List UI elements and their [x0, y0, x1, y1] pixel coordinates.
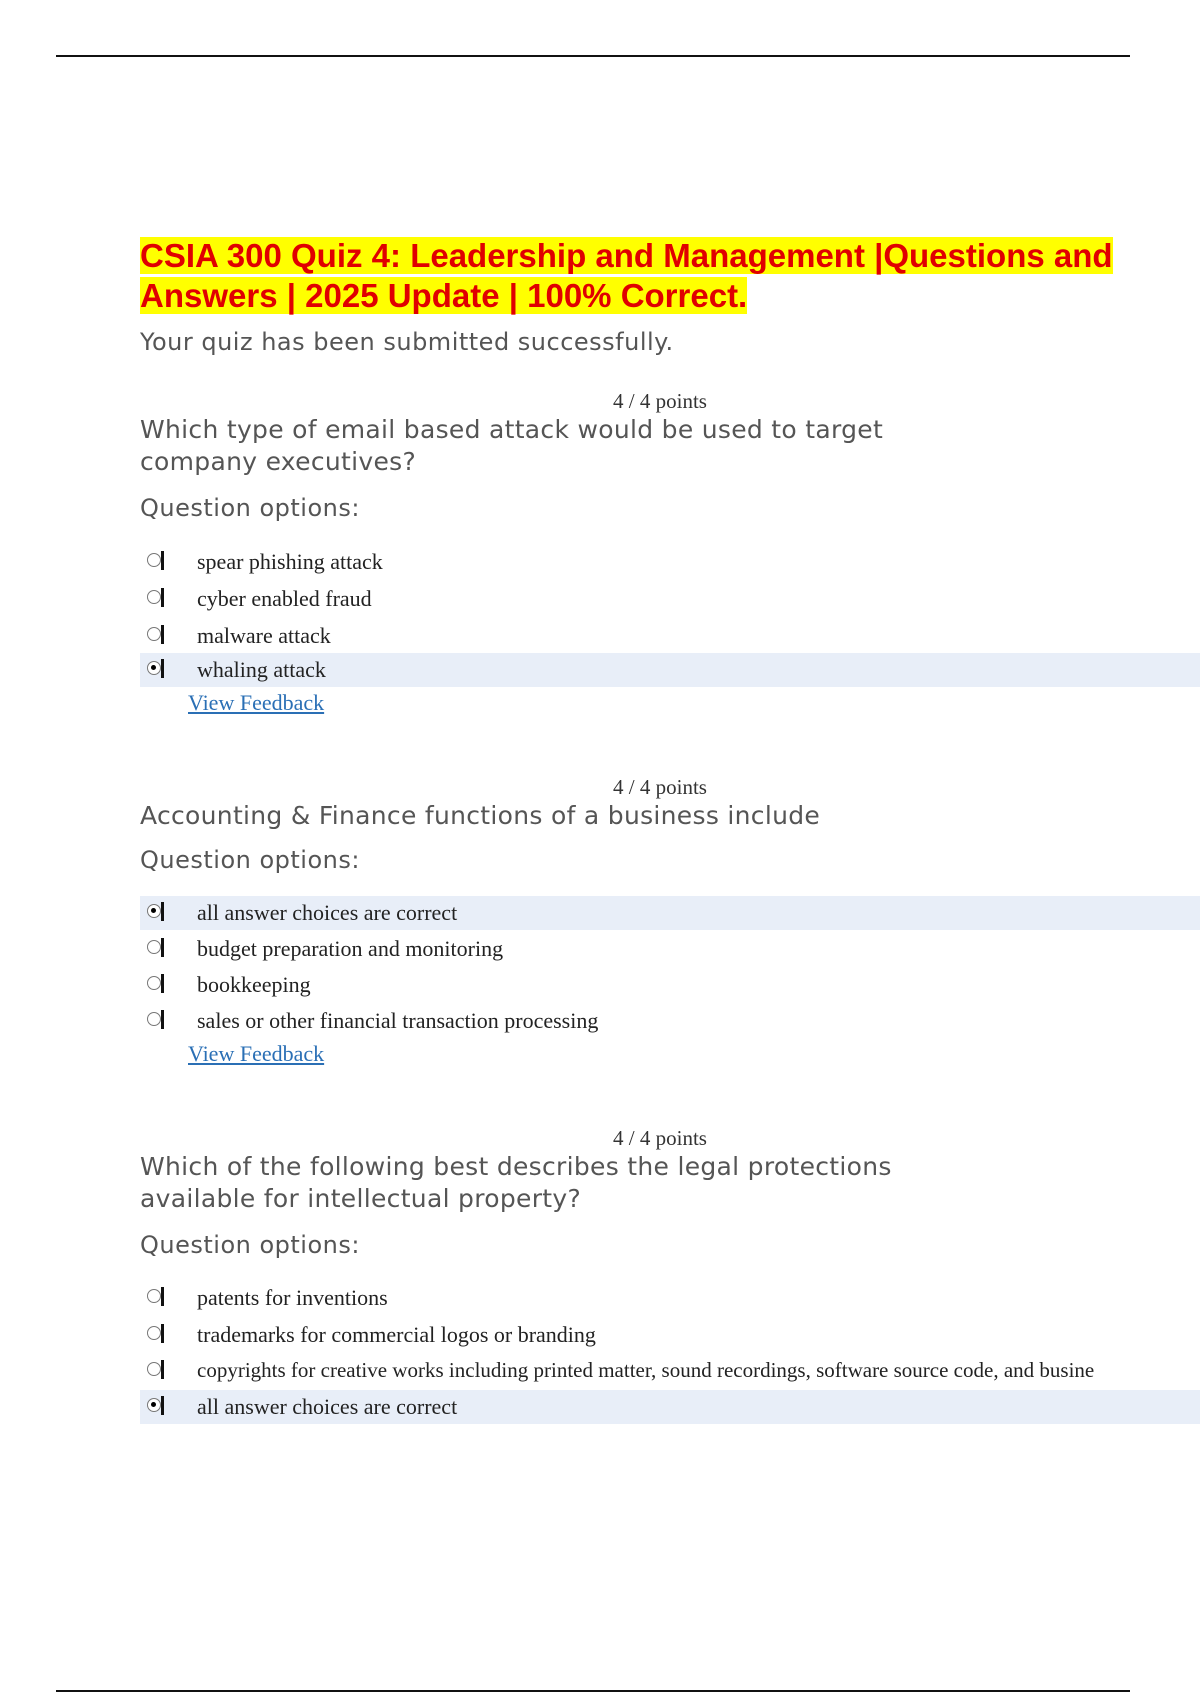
question-points: 4 / 4 points: [613, 1126, 707, 1150]
question-text-line-1: Which of the following best describes the legal protections: [140, 1152, 892, 1181]
option-row[interactable]: [140, 932, 1200, 966]
radio-bar-icon: [161, 588, 164, 607]
radio-button[interactable]: [147, 1012, 161, 1026]
radio-button[interactable]: [147, 553, 161, 567]
option-label: sales or other financial transaction processing: [197, 1008, 599, 1033]
radio-bar-icon: [161, 625, 164, 644]
question-options-label: Question options:: [140, 1231, 360, 1259]
option-label: trademarks for commercial logos or branding: [197, 1322, 596, 1347]
question-points: 4 / 4 points: [613, 775, 707, 799]
radio-bar-icon: [161, 1324, 164, 1343]
option-row-selected[interactable]: [140, 1390, 1200, 1424]
question-text-line-1: Which type of email based attack would be used to target: [140, 415, 884, 444]
option-label: patents for inventions: [197, 1285, 388, 1310]
radio-button[interactable]: [147, 976, 161, 990]
option-label: all answer choices are correct: [197, 1394, 458, 1419]
radio-button-selected[interactable]: [147, 904, 161, 918]
option-label: cyber enabled fraud: [197, 586, 372, 611]
submission-status: Your quiz has been submitted successfully.: [140, 328, 674, 356]
option-row[interactable]: [140, 582, 1200, 616]
top-rule: [56, 55, 1130, 57]
radio-button[interactable]: [147, 940, 161, 954]
question-text-line-1: Accounting & Finance functions of a business include: [140, 801, 821, 830]
bottom-rule: [56, 1690, 1130, 1692]
radio-bar-icon: [161, 659, 164, 678]
radio-bar-icon: [161, 1287, 164, 1306]
title-line-1: CSIA 300 Quiz 4: Leadership and Management |Questions and: [140, 237, 1113, 274]
radio-bar-icon: [161, 1396, 164, 1415]
option-label: budget preparation and monitoring: [197, 936, 504, 961]
radio-bar-icon: [161, 974, 164, 993]
option-row[interactable]: [140, 1318, 1200, 1352]
radio-button[interactable]: [147, 1289, 161, 1303]
question-options-label: Question options:: [140, 494, 360, 522]
option-label: malware attack: [197, 623, 331, 648]
question-text: [140, 1151, 1000, 1215]
radio-bar-icon: [161, 1010, 164, 1029]
radio-bar-icon: [161, 902, 164, 921]
radio-button[interactable]: [147, 627, 161, 641]
option-label: whaling attack: [197, 657, 326, 682]
document-title: [140, 236, 1200, 316]
option-row[interactable]: [140, 619, 1200, 653]
question-points: 4 / 4 points: [613, 389, 707, 413]
option-row-selected[interactable]: [140, 896, 1200, 930]
option-label: bookkeeping: [197, 972, 311, 997]
radio-button[interactable]: [147, 1326, 161, 1340]
radio-button-selected[interactable]: [147, 1398, 161, 1412]
option-row[interactable]: [140, 1004, 1200, 1038]
question-text: [140, 414, 1000, 478]
title-line-2: Answers | 2025 Update | 100% Correct.: [140, 277, 748, 314]
question-options-label: Question options:: [140, 846, 360, 874]
option-row-selected[interactable]: [140, 653, 1200, 687]
option-row[interactable]: [140, 1354, 1200, 1388]
view-feedback-link[interactable]: View Feedback: [188, 1041, 325, 1066]
option-label: spear phishing attack: [197, 549, 383, 574]
view-feedback-link[interactable]: View Feedback: [188, 690, 325, 715]
option-label: all answer choices are correct: [197, 900, 458, 925]
option-row[interactable]: [140, 545, 1200, 579]
option-label: copyrights for creative works including printed matter, sound recordings, software source code, and busine: [197, 1358, 1095, 1382]
option-row[interactable]: [140, 1281, 1200, 1315]
radio-bar-icon: [161, 938, 164, 957]
radio-button[interactable]: [147, 590, 161, 604]
radio-bar-icon: [161, 1360, 164, 1379]
radio-button[interactable]: [147, 1362, 161, 1376]
option-row[interactable]: [140, 968, 1200, 1002]
question-text-line-2: available for intellectual property?: [140, 1184, 582, 1213]
question-text: [140, 800, 1000, 832]
radio-button-selected[interactable]: [147, 661, 161, 675]
radio-bar-icon: [161, 551, 164, 570]
question-text-line-2: company executives?: [140, 447, 417, 476]
